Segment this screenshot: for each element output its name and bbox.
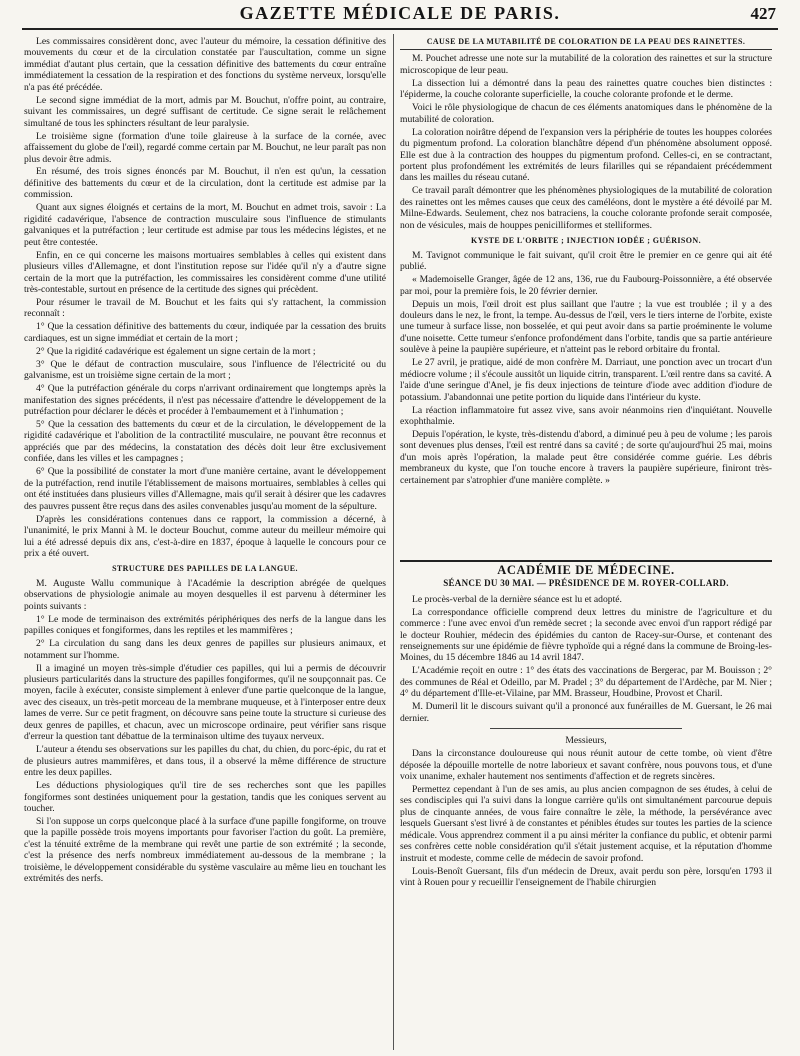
funeral-speech [400, 748, 772, 888]
page-number: 427 [750, 4, 776, 23]
paragraph: Il a imaginé un moyen très-simple d'étudier ces papilles, qui lui a permis de découvrir plusieurs particularités dans la structure des papilles fongiformes, qu'il ne soupçonnait pas. Ce moyen, facile à exécuter, consiste simplement à enlever d'une partie quelconque de la langue, avec des ciseaux, un très-petit morceau de la membrane muqueuse, et à l'interposer entre deux lames de verre. Sur ce petit fragment, on découvre sans peine toute la structure si curieuse des deux genres de papilles, et chacun, avec un microscope ordinaire, peut vérifier sans risque d'erreur la question tant débattue de la terminaison ultime des tuyaux nerveux. [24, 662, 386, 743]
left-column [24, 36, 386, 1052]
academie-proceedings [400, 594, 772, 724]
conclusion-item: 2° Que la rigidité cadavérique est également un signe certain de la mort ; [36, 345, 316, 357]
paragraph: La dissection lui a démontré dans la peau des rainettes quatre couches bien distinctes : l'épiderme, la couche colorante superficielle, la couche colorante profonde et le derme. [400, 77, 772, 101]
section-heading-kyste: KYSTE DE L'ORBITE ; INJECTION IODÉE ; GUÉRISON. [471, 236, 701, 246]
section-heading-papilles: STRUCTURE DES PAPILLES DE LA LANGUE. [112, 564, 298, 574]
paragraph: Le troisième signe (formation d'une toile glaireuse à la surface de la cornée, avec affaissement du globe de l'œil), regardé comme certain par M. Bouchut, ne leur paraît pas non plus devoir être admis. [24, 130, 386, 165]
paragraph: « Mademoiselle Granger, âgée de 12 ans, 136, rue du Faubourg-Poissonnière, a été observée par moi, pour la première fois, le 20 février dernier. [400, 274, 772, 297]
paragraph: Louis-Benoît Guersant, fils d'un médecin de Dreux, avait perdu son père, lorsqu'en 1793 il vint à Rouen pour y recueillir l'enseignement de l'habile chirurgien [400, 865, 772, 889]
bouchut-report [24, 36, 386, 559]
conclusion-item: 1° Que la cessation définitive des battements du cœur, indiquée par la cessation des bruits cardiaques, est un signe immédiat et certain de la mort ; [24, 321, 386, 344]
paragraph: Le 27 avril, je pratique, aidé de mon confrère M. Darriaut, une ponction avec un trocart d'un médiocre volume ; il s'écoule aussitôt un liquide citrin, transparent. L'œil rentre dans sa cavité. A l'aide d'une seringue d'Anel, je fis deux injections de teinture d'iode avec addition d'iodure de potassium. J'abandonnai une petite portion du liquide dans l'intérieur du kyste. [400, 357, 772, 403]
paragraph: La coloration noirâtre dépend de l'expansion vers la périphérie de toutes les houppes colorées du pigmentum profond. La coloration blanchâtre dépend d'un phénomène absolument opposé. Elle est due à la contraction des houppes du pigmentum profond. Celles-ci, en se contractant, portent plus profondément les extrémités de leurs filarilles qui se répandaient précédemment dans les mailles du réseau cutané. [400, 126, 772, 184]
blank-space [400, 488, 772, 550]
paragraph: Les commissaires considèrent donc, avec l'auteur du mémoire, la cessation définitive des mouvements du cœur et de la circulation constatée par l'auscultation, comme un signe immédiat d'autant plus certain, que la cessation définitive des battements du cœur entraîne immédiatement la cessation de la respiration et des fonctions du système nerveux, lorsqu'elle n'a pas été précédée. [24, 36, 386, 93]
rainettes-article [400, 53, 772, 231]
separator-rule [490, 728, 682, 729]
paragraph: Pour résumer le travail de M. Bouchut et les faits qui s'y rattachent, la commission reconnaît : [24, 296, 386, 320]
conclusion-item: 6° Que la possibilité de constater la mort d'une manière certaine, avant le développement de la putréfaction, rend inutile l'établissement de maisons mortuaires, semblables à celles qui ont été instituées dans plusieurs villes d'Allemagne, mais qu'il serait à désirer que les cadavres des pauvres pussent être reçus dans des asiles convenables jusqu'au moment de la sépulture. [24, 466, 386, 512]
paragraph: Ce travail paraît démontrer que les phénomènes physiologiques de la mutabilité de coloration des rainettes ont les mêmes causes que ceux des caméléons, dont le mystère a été dévoilé par M. Milne-Edwards. Seulement, chez nos batraciens, la couche colorante profonde serait composée, non de vésicules, mais de houppes penicilliformes et stelliformes. [400, 185, 772, 231]
paragraph: Dans la circonstance douloureuse qui nous réunit autour de cette tombe, où vient d'être déposée la dépouille mortelle de notre laborieux et savant confrère, nous pouvons tous, et d'une voix unanime, exhaler hautement nos sentiments d'affection et de regrets sincères. [400, 748, 772, 783]
conclusion-item: 4° Que la putréfaction générale du corps n'arrivant ordinairement que longtemps après la manifestation des signes précédents, il n'est pas nécessaire d'attendre le développement de la putréfaction pour déclarer le décès et procéder à l'embaumement et à l'inhumation ; [24, 383, 386, 418]
paragraph: M. Auguste Wallu communique à l'Académie la description abrégée de quelques observations de physiologie animale au moyen desquelles il est parvenu à déterminer les points suivants : [24, 577, 386, 612]
paragraph: Depuis l'opération, le kyste, très-distendu d'abord, a diminué peu à peu de volume ; les parois sont devenues plus denses, l'œil est rentré dans sa cavité ; de sorte qu'aujourd'hui 25 mai, moins d'un mois après l'opération, la malade peut être considérée comme guérie. Les débris membraneux du kyste, que l'on touche encore à travers la paupière supérieure, finiront très-certainement par s'atrophier d'une manière complète. » [400, 429, 772, 486]
conclusion-item: 5° Que la cessation des battements du cœur et de la circulation, le développement de la rigidité cadavérique et l'abolition de la contractilité musculaire, ne pouvant être reconnus et appréciés que par des médecins, la constatation des décès doit leur être exclusivement confiée, dans les villes et les campagnes ; [24, 419, 386, 465]
paragraph: 2° La circulation du sang dans les deux genres de papilles sur plusieurs animaux, et notamment sur l'homme. [24, 638, 386, 661]
paragraph: L'Académie reçoit en outre : 1° des états des vaccinations de Bergerac, par M. Bouisson ; 2° des communes de Réal et Odeillo, par M. Pradel ; 3° du département de l'Ardèche, par M. Nier ; 4° du département d'Ille-et-Vilaine, par MM. Brasseur, Houdbine, Provost et Charil. [400, 665, 772, 700]
paragraph: Le procès-verbal de la dernière séance est lu et adopté. [412, 593, 622, 605]
kyste-article [400, 250, 772, 487]
page-header [22, 0, 778, 30]
paragraph: D'après les considérations contenues dans ce rapport, la commission a décerné, à l'unanimité, le prix Manni à M. le docteur Bouchut, comme auteur du meilleur mémoire qui lui a été adressé depuis dix ans, c'est-à-dire en 1837, époque à laquelle le concours pour ce prix a été ouvert. [24, 513, 386, 559]
paragraph: La réaction inflammatoire fut assez vive, sans avoir néanmoins rien d'inquiétant. Nouvelle exophthalmie. [400, 404, 772, 428]
paragraph: Si l'on suppose un corps quelconque placé à la surface d'une papille fongiforme, on trouve que la papille possède trois moyens importants pour favoriser l'action du goût. La première, c'est la ténuité extrême de la membrane qui revêt une partie de son extrémité ; la seconde, c'est la présence des nerfs nombreux immédiatement au-dessous de la membrane ; la troisième, le développement considérable du système vasculaire au même lieu en touchant les extrémités des nerfs. [24, 815, 386, 885]
paragraph: Le second signe immédiat de la mort, admis par M. Bouchut, n'offre point, au contraire, suivant les commissaires, un degré suffisant de certitude. Ce signe serait le relâchement simultané de tous les sphincters résultant de leur paralysie. [24, 94, 386, 129]
journal-title: GAZETTE MÉDICALE DE PARIS. [239, 3, 561, 23]
paragraph: La correspondance officielle comprend deux lettres du ministre de l'agriculture et du commerce : l'une avec envoi d'un remède secret ; la seconde avec envoi d'un rapport rédigé par le docteur Rouhier, médecin des épidémies du canton de Racey-sur-Ourse, et contenant des renseignements sur une épidémie de fièvre typhoïde qui a régné dans la commune de Broing-les-Moines, du 15 décembre 1846 au 14 avril 1847. [400, 606, 772, 664]
paragraph: L'auteur a étendu ses observations sur les papilles du chat, du chien, du porc-épic, du rat et de plusieurs autres mammifères, et dans tous, il a observé la même différence de structure entre les deux papilles. [24, 744, 386, 779]
right-column [400, 36, 772, 1052]
paragraph: Depuis un mois, l'œil droit est plus saillant que l'autre ; la vue est troublée ; il y a des douleurs dans le nez, le front, la tempe. Au-dessus de l'œil, vers le tiers interne de l'orbite, existe une tumeur à surface lisse, non bosselée, et qui peut avoir dans sa partie proéminente le volume d'une noisette. Cette tumeur s'enfonce profondément dans l'orbite, tandis que sa partie antérieure soulève à peine la paupière supérieure, et n'atteint pas le rebord orbitaire du frontal. [400, 298, 772, 356]
academie-heading: ACADÉMIE DE MÉDECINE. [400, 560, 772, 576]
column-divider [393, 34, 394, 1050]
conclusion-item: 3° Que le défaut de contraction musculaire, sous l'influence de l'électricité ou du galvanisme, est un troisième signe certain de la mort ; [24, 358, 386, 382]
paragraph: Enfin, en ce qui concerne les maisons mortuaires semblables à celles qui existent dans plusieurs villes d'Allemagne, et dont l'institution repose sur l'idée qu'il n'y a d'autre signe certain de la mort que la putréfaction, les commissaires les considèrent comme d'une utilité très-contestable, surtout en présence de la certitude des signes qui précèdent. [24, 249, 386, 296]
paragraph: Voici le rôle physiologique de chacun de ces éléments anatomiques dans le phénomène de la mutabilité de coloration. [400, 102, 772, 125]
speech-salutation: Messieurs, [565, 735, 607, 747]
section-heading-rainettes: CAUSE DE LA MUTABILITÉ DE COLORATION DE LA PEAU DES RAINETTES. [400, 36, 772, 50]
paragraph: Quant aux signes éloignés et certains de la mort, M. Bouchut en admet trois, savoir : La rigidité cadavérique, l'absence de contraction musculaire sous l'influence de stimulants galvaniques et la putréfaction ; leur certitude est admise par tous les médecins légistes, et ne peut être contestée. [24, 202, 386, 248]
papilles-article [24, 578, 386, 885]
paragraph: En résumé, des trois signes énoncés par M. Bouchut, il n'en est qu'un, la cessation définitive des battements du cœur et de la circulation, dont la certitude est admise par la commission. [24, 166, 386, 201]
paragraph: Permettez cependant à l'un de ses amis, au plus ancien compagnon de ses études, à celui de ses condisciples qui l'a suivi dans la longue carrière qu'ils ont simultanément parcourue depuis plus de cinquante années, de vous faire connaître le zèle, la méthode, la persévérance avec lesquels Guersant s'est livré à de constantes et pénibles études sur toutes les parties de la science médicale. Vous apprendrez comment il a pu ainsi mériter la confiance du public, et obtenir parmi ses confrères cette noble considération qu'il s'était justement acquise, et la réputation d'homme instruit et modeste, comme celle de médecin de savoir profond. [400, 783, 772, 864]
paragraph: 1° Le mode de terminaison des extrémités périphériques des nerfs de la langue dans les papilles coniques et fongiformes, dans les reptiles et les mammifères ; [24, 613, 386, 637]
paragraph: M. Tavignot communique le fait suivant, qu'il croit être le premier en ce genre qui ait été publié. [400, 249, 772, 273]
paragraph: Les déductions physiologiques qu'il tire de ses recherches sont que les papilles fongiformes sont destinées uniquement pour la gestation, tandis que les coniques servent au toucher. [24, 780, 386, 814]
paragraph: M. Pouchet adresse une note sur la mutabilité de la coloration des rainettes et sur la structure microscopique de leur peau. [400, 53, 772, 76]
seance-heading: SÉANCE DU 30 MAI. — PRÉSIDENCE DE M. ROYER-COLLARD. [443, 578, 729, 589]
paragraph: M. Dumeril lit le discours suivant qu'il a prononcé aux funérailles de M. Guersant, le 26 mai dernier. [400, 701, 772, 724]
